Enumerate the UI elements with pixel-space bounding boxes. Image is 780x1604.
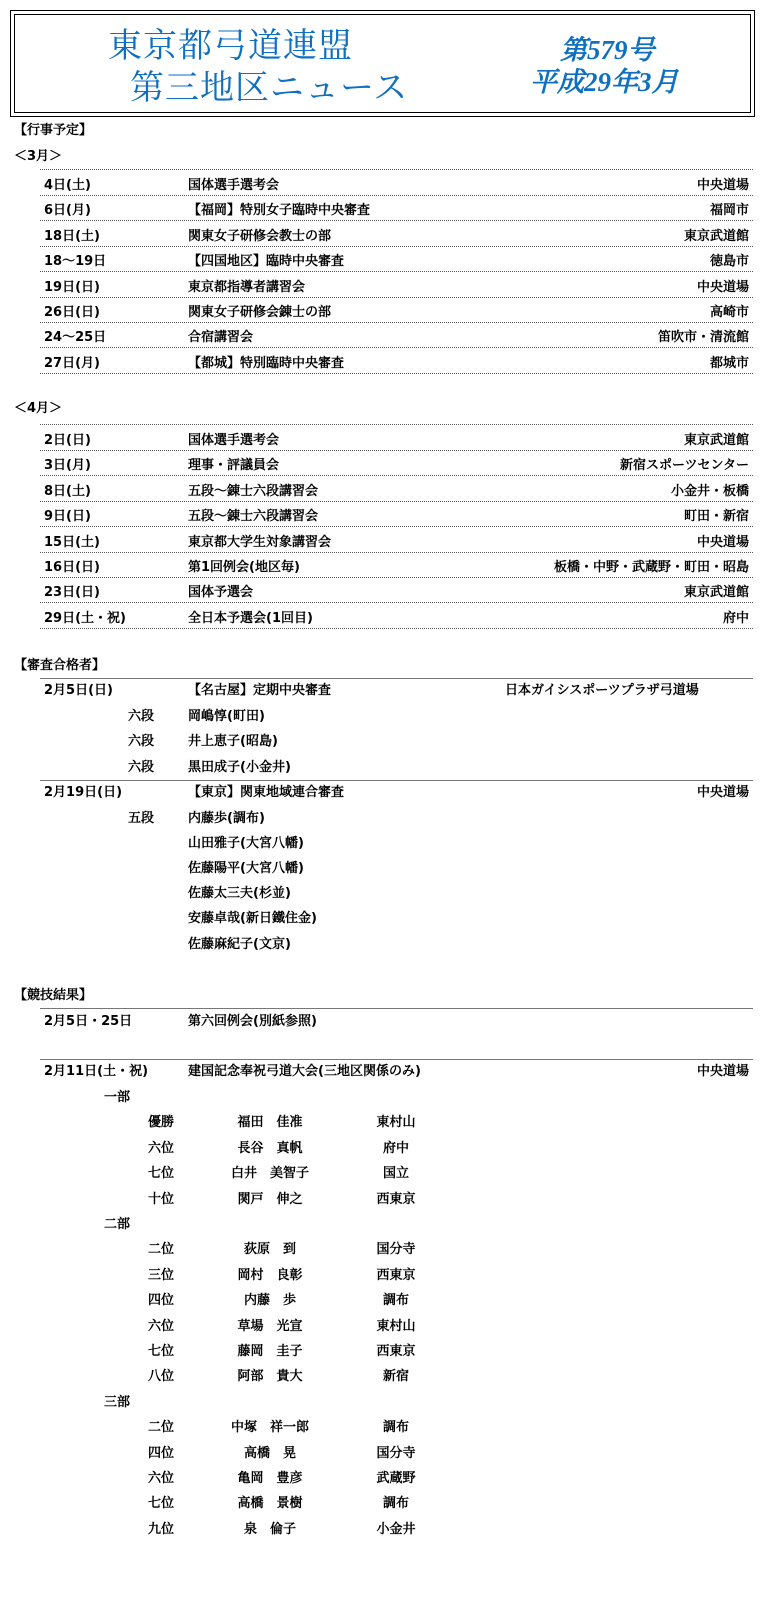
result-name: 阿部 貴大 bbox=[237, 1369, 303, 1384]
result-club: 西東京 bbox=[376, 1344, 416, 1359]
schedule-row bbox=[40, 221, 753, 247]
issue-number: 第579号 bbox=[560, 35, 655, 65]
results-top-line bbox=[40, 1008, 753, 1009]
event-name: 【四国地区】臨時中央審査 bbox=[188, 254, 345, 269]
event-name: 【都城】特別臨時中央審査 bbox=[188, 356, 345, 371]
result-club: 東村山 bbox=[376, 1319, 416, 1334]
event-name: 五段～錬士六段講習会 bbox=[188, 484, 319, 499]
event-venue: 東京武道館 bbox=[683, 229, 749, 244]
reikai-date: 2月5日・25日 bbox=[44, 1014, 133, 1029]
event-date: 16日(日) bbox=[44, 560, 100, 575]
event-name: 【福岡】特別女子臨時中央審査 bbox=[188, 203, 371, 218]
event-date: 24～25日 bbox=[44, 330, 107, 345]
reikai-event: 第六回例会(別紙参照) bbox=[188, 1014, 317, 1029]
result-place: 四位 bbox=[148, 1446, 175, 1461]
event-name: 国体選手選考会 bbox=[188, 433, 280, 448]
exam-event: 【名古屋】定期中央審査 bbox=[188, 683, 332, 698]
issue-date: 平成29年3月 bbox=[530, 67, 679, 97]
month-label-april: ＜4月＞ bbox=[14, 401, 63, 416]
result-place: 九位 bbox=[148, 1522, 175, 1537]
exam-top-line bbox=[40, 678, 753, 679]
event-name: 関東女子研修会錬士の部 bbox=[188, 305, 332, 320]
exam-date: 2月5日(日) bbox=[44, 683, 113, 698]
passer-name: 佐藤陽平(大宮八幡) bbox=[188, 861, 304, 876]
passer-name: 黒田成子(小金井) bbox=[188, 760, 291, 775]
passer-rank: 五段 bbox=[128, 811, 155, 826]
result-club: 府中 bbox=[382, 1141, 409, 1156]
schedule-row bbox=[40, 476, 753, 502]
result-place: 六位 bbox=[148, 1141, 175, 1156]
passer-rank: 六段 bbox=[128, 760, 155, 775]
event-venue: 中央道場 bbox=[696, 535, 749, 550]
event-name: 合宿講習会 bbox=[188, 330, 254, 345]
taikai-event: 建国記念奉祝弓道大会(三地区関係のみ) bbox=[188, 1064, 421, 1079]
event-venue: 徳島市 bbox=[709, 254, 749, 269]
schedule-row bbox=[40, 425, 753, 451]
event-date: 27日(月) bbox=[44, 356, 100, 371]
passer-rank: 六段 bbox=[128, 734, 155, 749]
schedule-row bbox=[40, 272, 753, 298]
passer-name: 山田雅子(大宮八幡) bbox=[188, 836, 304, 851]
event-date: 18日(土) bbox=[44, 229, 100, 244]
schedule-row bbox=[40, 297, 753, 323]
event-venue: 新宿スポーツセンター bbox=[620, 458, 749, 473]
event-date: 18～19日 bbox=[44, 254, 107, 269]
result-name: 高橋 晃 bbox=[243, 1446, 296, 1461]
passer-name: 佐藤麻紀子(文京) bbox=[188, 937, 291, 952]
schedule-row bbox=[40, 170, 753, 196]
event-name: 国体予選会 bbox=[188, 585, 254, 600]
result-club: 国分寺 bbox=[376, 1446, 416, 1461]
result-club: 西東京 bbox=[376, 1192, 416, 1207]
exam-venue: 中央道場 bbox=[696, 785, 749, 800]
result-name: 岡村 良彰 bbox=[237, 1268, 303, 1283]
passer-name: 井上恵子(昭島) bbox=[188, 734, 278, 749]
title-line-1: 東京都弓道連盟 bbox=[108, 26, 353, 66]
result-place: 七位 bbox=[148, 1344, 175, 1359]
passer-name: 岡嶋惇(町田) bbox=[188, 709, 265, 724]
result-name: 中塚 祥一郎 bbox=[230, 1420, 309, 1435]
event-date: 19日(日) bbox=[44, 280, 100, 295]
event-name: 関東女子研修会教士の部 bbox=[188, 229, 332, 244]
schedule-row bbox=[40, 501, 753, 527]
event-name: 全日本予選会(1回目) bbox=[188, 611, 313, 626]
exam-date: 2月19日(日) bbox=[44, 785, 123, 800]
result-name: 高橋 景樹 bbox=[237, 1496, 303, 1511]
result-place: 四位 bbox=[148, 1293, 175, 1308]
schedule-heading: 【行事予定】 bbox=[14, 123, 93, 138]
event-date: 15日(土) bbox=[44, 535, 100, 550]
result-club: 武蔵野 bbox=[376, 1471, 416, 1486]
passer-name: 佐藤太三夫(杉並) bbox=[188, 886, 291, 901]
taikai-top-line bbox=[40, 1059, 753, 1060]
result-name: 白井 美智子 bbox=[230, 1166, 309, 1181]
passer-name: 安藤卓哉(新日鐵住金) bbox=[188, 911, 317, 926]
result-club: 東村山 bbox=[376, 1115, 416, 1130]
month-label-march: ＜3月＞ bbox=[14, 149, 63, 164]
schedule-row bbox=[40, 195, 753, 221]
result-club: 調布 bbox=[382, 1420, 409, 1435]
event-venue: 福岡市 bbox=[709, 203, 749, 218]
event-venue: 高崎市 bbox=[709, 305, 749, 320]
schedule-row bbox=[40, 246, 753, 272]
event-date: 26日(日) bbox=[44, 305, 100, 320]
result-club: 新宿 bbox=[382, 1369, 409, 1384]
result-club: 調布 bbox=[382, 1293, 409, 1308]
schedule-row bbox=[40, 527, 753, 553]
result-name: 福田 佳准 bbox=[237, 1115, 303, 1130]
event-venue: 板橋・中野・武蔵野・町田・昭島 bbox=[553, 560, 749, 575]
result-club: 調布 bbox=[382, 1496, 409, 1511]
schedule-row bbox=[40, 348, 753, 374]
result-name: 藤岡 圭子 bbox=[237, 1344, 303, 1359]
result-club: 国分寺 bbox=[376, 1242, 416, 1257]
event-date: 9日(日) bbox=[44, 509, 91, 524]
result-name: 泉 倫子 bbox=[243, 1522, 296, 1537]
event-name: 第1回例会(地区毎) bbox=[188, 560, 300, 575]
event-date: 4日(土) bbox=[44, 178, 91, 193]
result-name: 亀岡 豊彦 bbox=[237, 1471, 303, 1486]
event-date: 3日(月) bbox=[44, 458, 91, 473]
event-name: 東京都大学生対象講習会 bbox=[188, 535, 332, 550]
result-name: 荻原 到 bbox=[243, 1242, 296, 1257]
passer-name: 内藤歩(調布) bbox=[188, 811, 265, 826]
exam-event: 【東京】関東地域連合審査 bbox=[188, 785, 345, 800]
result-place: 八位 bbox=[148, 1369, 175, 1384]
division-label: 一部 bbox=[104, 1090, 131, 1105]
result-name: 草場 光宣 bbox=[237, 1319, 303, 1334]
results-heading: 【競技結果】 bbox=[14, 988, 93, 1003]
schedule-row bbox=[40, 603, 753, 629]
passer-rank: 六段 bbox=[128, 709, 155, 724]
event-venue: 都城市 bbox=[709, 356, 749, 371]
taikai-venue: 中央道場 bbox=[696, 1064, 749, 1079]
division-label: 三部 bbox=[104, 1395, 131, 1410]
event-date: 23日(日) bbox=[44, 585, 100, 600]
result-place: 二位 bbox=[148, 1420, 175, 1435]
event-name: 理事・評議員会 bbox=[188, 458, 280, 473]
result-club: 小金井 bbox=[376, 1522, 416, 1537]
result-name: 長谷 真帆 bbox=[237, 1141, 303, 1156]
result-place: 十位 bbox=[148, 1192, 175, 1207]
event-venue: 小金井・板橋 bbox=[670, 484, 749, 499]
result-place: 七位 bbox=[148, 1496, 175, 1511]
event-venue: 町田・新宿 bbox=[683, 509, 749, 524]
schedule-row bbox=[40, 552, 753, 578]
event-name: 国体選手選考会 bbox=[188, 178, 280, 193]
event-date: 29日(土・祝) bbox=[44, 611, 126, 626]
event-venue: 府中 bbox=[722, 611, 749, 626]
event-name: 東京都指導者講習会 bbox=[188, 280, 306, 295]
schedule-row bbox=[40, 322, 753, 348]
event-venue: 中央道場 bbox=[696, 178, 749, 193]
result-club: 西東京 bbox=[376, 1268, 416, 1283]
event-venue: 東京武道館 bbox=[683, 585, 749, 600]
event-venue: 中央道場 bbox=[696, 280, 749, 295]
result-club: 国立 bbox=[382, 1166, 409, 1181]
event-date: 2日(日) bbox=[44, 433, 91, 448]
schedule-row bbox=[40, 450, 753, 476]
taikai-date: 2月11日(土・祝) bbox=[44, 1064, 149, 1079]
event-name: 五段～錬士六段講習会 bbox=[188, 509, 319, 524]
exam-venue: 日本ガイシスポーツプラザ弓道場 bbox=[505, 683, 699, 698]
exams-heading: 【審査合格者】 bbox=[14, 658, 106, 673]
division-label: 二部 bbox=[104, 1217, 131, 1232]
schedule-row bbox=[40, 577, 753, 603]
result-place: 六位 bbox=[148, 1319, 175, 1334]
result-place: 三位 bbox=[148, 1268, 175, 1283]
result-place: 七位 bbox=[148, 1166, 175, 1181]
result-place: 二位 bbox=[148, 1242, 175, 1257]
exam-separator bbox=[40, 780, 753, 781]
result-place: 優勝 bbox=[148, 1115, 175, 1130]
event-date: 6日(月) bbox=[44, 203, 91, 218]
result-name: 関戸 伸之 bbox=[237, 1192, 303, 1207]
event-venue: 笛吹市・清流館 bbox=[657, 330, 749, 345]
result-place: 六位 bbox=[148, 1471, 175, 1486]
event-date: 8日(土) bbox=[44, 484, 91, 499]
event-venue: 東京武道館 bbox=[683, 433, 749, 448]
result-name: 内藤 歩 bbox=[243, 1293, 296, 1308]
title-line-2: 第三地区ニュース bbox=[130, 68, 409, 108]
